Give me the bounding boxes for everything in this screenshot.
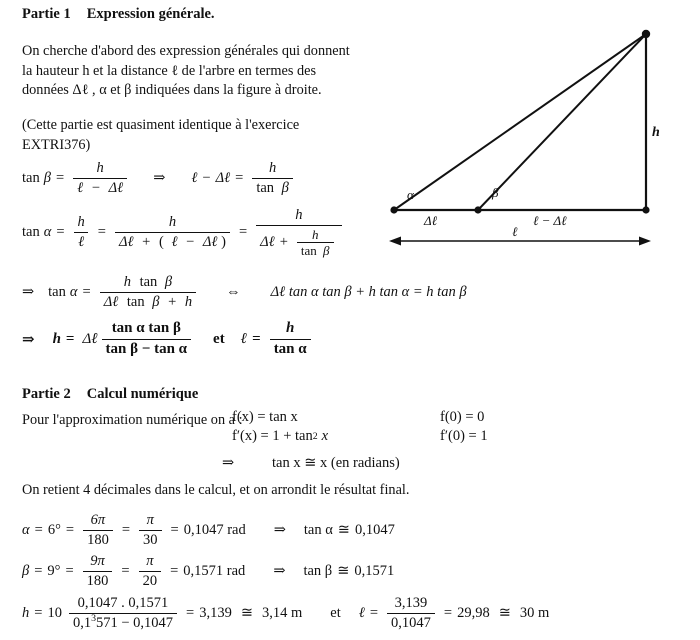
arrowhead-right (639, 237, 651, 246)
partie-2-heading (22, 386, 198, 403)
denominator-tan-beta (252, 178, 293, 197)
iff-arrow: ⇔ (226, 284, 241, 301)
fpx-variable: x (321, 428, 329, 444)
l-rounded: 30 m (519, 605, 550, 622)
partie-2-label: Partie 2 (22, 386, 71, 402)
equation-tan-beta (22, 160, 297, 197)
equals-1: = (34, 522, 43, 539)
implies-arrow: ⇒ (153, 170, 166, 187)
alpha-calculation-line (22, 512, 395, 549)
equation-combine (22, 274, 467, 311)
numerator-h-2: h (286, 320, 295, 336)
approx-sign-1: ≅ (240, 605, 254, 622)
tan-operator-2: tan (256, 180, 275, 197)
tan-alpha-value: 0,1047 (354, 522, 395, 539)
tan-operator: tan (22, 224, 40, 241)
delta-l-symbol: Δℓ (118, 234, 134, 251)
tan-alpha-label: tan α (303, 522, 333, 539)
derivative-value-fp0: f′(0) = 1 (440, 428, 488, 444)
fraction-h-over-nested (256, 207, 341, 259)
tan-small-angle-approximation: tan x ≅ x (en radians) (272, 455, 400, 471)
equation-tan-alpha (22, 207, 346, 259)
tan-operator: tan (48, 284, 66, 301)
numerator-3139: 3,139 (394, 595, 428, 611)
fraction-6pi-over-180 (83, 512, 113, 549)
beta-radian-value: 0,1571 rad (183, 563, 246, 580)
l-symbol: ℓ (171, 234, 178, 251)
paren-close: ) (221, 234, 226, 251)
h-result: 3,139 (199, 605, 232, 622)
denominator-180: 180 (83, 530, 113, 549)
equals-2: = (65, 563, 74, 580)
arrowhead-left (389, 237, 401, 246)
partie-1-title: Expression générale. (86, 6, 215, 22)
implies-arrow: ⇒ (22, 284, 35, 301)
denominator-expanded (115, 232, 230, 251)
numerator-pi: π (146, 512, 154, 528)
h-symbol: h (22, 605, 30, 622)
equals-4: = (443, 605, 453, 622)
function-derivative-fpx: f′(x) = 1 + tan 2 x (232, 428, 329, 444)
numerator-h-tan-beta (120, 274, 176, 292)
equals-3: = (121, 563, 130, 580)
equals-4: = (170, 522, 179, 539)
figure-label-beta: β (492, 185, 499, 200)
multiplier-ten: 10 (47, 605, 62, 622)
implies-arrow: ⇒ (22, 331, 35, 348)
delta-l-symbol: Δℓ (103, 294, 119, 311)
equals-1: = (34, 605, 43, 622)
vertex-left-dot (390, 206, 397, 213)
l-symbol: ℓ (358, 605, 365, 622)
alpha-symbol: α (69, 284, 78, 301)
delta-l-rhs: Δℓ (215, 170, 231, 187)
denominator-tan-alpha: tan α (270, 339, 311, 359)
figure-label-delta-l: Δℓ (424, 213, 438, 228)
denominator-nested (256, 225, 341, 259)
et-conjunction: et (213, 330, 225, 347)
tan-operator-num: tan (139, 274, 158, 290)
beta-symbol-inner: β (323, 243, 330, 259)
vertex-apex-dot (642, 30, 650, 38)
equals-4: = (170, 563, 179, 580)
tan-beta-label: tan β (303, 563, 333, 580)
equals-sign-1: = (56, 224, 65, 241)
beta-symbol-num: β (164, 274, 173, 290)
equals-2: = (65, 522, 75, 539)
numerator-9pi: 9π (90, 553, 105, 569)
fraction-h-over-expanded (115, 214, 230, 251)
approx-sign: ≅ (337, 522, 350, 539)
plus-sign-2: + (279, 234, 288, 251)
numerator-tan-alpha-tan-beta: tan α tan β (111, 320, 181, 336)
partie-2-title: Calcul numérique (86, 386, 199, 402)
equals-sign-2: = (252, 330, 261, 347)
final-numeric-line (22, 595, 549, 632)
fraction-final-l (387, 595, 435, 632)
inner-denominator (297, 242, 334, 258)
h-rounded: 3,14 m (262, 605, 303, 622)
numerator-pi: π (146, 553, 154, 569)
beta-symbol: β (43, 170, 51, 187)
fraction-h-over-l-minus-dl (73, 160, 127, 197)
equals-sign-1: = (65, 330, 75, 347)
figure-label-l-minus-delta-l: ℓ − Δℓ (533, 213, 567, 228)
et-conjunction: et (330, 605, 341, 622)
beta-symbol: β (22, 563, 30, 580)
plus-sign: + (168, 294, 177, 311)
denominator (73, 178, 127, 197)
approx-sign: ≅ (337, 563, 350, 580)
delta-l-symbol-3: Δℓ (260, 234, 275, 251)
equals-1: = (34, 563, 43, 580)
den-suffix: 571 − 0,1047 (95, 615, 174, 632)
tan-operator-inner: tan (300, 243, 317, 259)
den-exponent: 3 (91, 613, 96, 625)
vertex-middle-dot (474, 206, 481, 213)
equals-sign-2: = (235, 170, 244, 187)
denominator-01047: 0,1047 (387, 613, 435, 632)
paren-open: ( (158, 234, 164, 251)
h-symbol: h (123, 274, 131, 290)
fraction-h-over-tan-beta (252, 160, 293, 197)
partie-1-note: (Cette partie est quasiment identique à l'exercice EXTRI376) (22, 117, 300, 153)
fraction-combine (100, 274, 196, 311)
denominator-difference (69, 613, 177, 632)
inner-numerator-h: h (311, 227, 319, 243)
fraction-pi-over-30 (139, 512, 162, 549)
l-result: 29,98 (457, 605, 490, 622)
approx-sign-2: ≅ (498, 605, 511, 622)
fraction-pi-over-20 (139, 553, 162, 590)
equation-final-result (22, 320, 315, 358)
implies-arrow-approx: ⇒ (222, 455, 235, 471)
function-value-f0: f(0) = 0 (440, 409, 485, 425)
plus-sign: + (142, 234, 151, 251)
numerator-h: h (77, 214, 85, 231)
beta-degrees: 9° (47, 563, 61, 580)
triangle-figure (375, 8, 695, 263)
beta-calculation-line (22, 553, 394, 590)
alpha-radian-value: 0,1047 rad (183, 522, 246, 539)
equals-sign: = (55, 170, 65, 187)
delta-l-symbol: Δℓ (82, 330, 98, 347)
equals-sign-2: = (97, 224, 106, 241)
equals-sign-3: = (238, 224, 248, 241)
figure-label-h: h (652, 125, 660, 140)
l-symbol-rhs: ℓ (191, 170, 198, 187)
denominator-20: 20 (139, 571, 162, 590)
numerator-h-2: h (168, 214, 177, 231)
combine-rhs-expression: Δℓ tan α tan β + h tan α = h tan β (270, 284, 467, 301)
tan-operator: tan (22, 170, 40, 187)
h-symbol: h (52, 330, 61, 347)
tan-operator-den: tan (126, 294, 145, 311)
beta-sight-line (478, 34, 646, 210)
l-symbol: ℓ (240, 330, 248, 347)
figure-label-l: ℓ (512, 224, 518, 239)
inner-fraction-h-over-tan-beta (297, 227, 334, 259)
numerator-6pi: 6π (90, 512, 106, 528)
delta-l-symbol: Δℓ (108, 180, 124, 197)
partie-1-intro-paragraph: On cherche d'abord des expression générales qui donnent la hauteur h et la distance ℓ de l'arbre en termes des données Δℓ , α et β indiquées dans la figure à droite. (22, 43, 350, 98)
equals-3: = (121, 522, 130, 539)
equals-sign: = (82, 284, 91, 301)
partie-1-label: Partie 1 (22, 6, 71, 22)
implies-arrow: ⇒ (273, 563, 286, 580)
denominator-30: 30 (139, 530, 162, 549)
minus-sign: − (91, 180, 100, 197)
alpha-sight-line (394, 34, 646, 210)
minus-sign: − (186, 234, 195, 251)
fraction-9pi-over-180 (83, 553, 113, 590)
numerator-h-2: h (268, 160, 277, 176)
delta-l-symbol-2: Δℓ (202, 234, 218, 251)
minus-sign-rhs: − (202, 170, 211, 187)
vertex-right-dot (642, 206, 649, 213)
alpha-symbol: α (22, 522, 30, 539)
denominator-combine (100, 292, 196, 311)
equals-2: = (186, 605, 195, 622)
approximation-lead-text: Pour l'approximation numérique on a : (22, 412, 243, 428)
tan-beta-value: 0,1571 (354, 563, 395, 580)
alpha-symbol: α (43, 224, 52, 241)
partie-1-heading (22, 6, 215, 23)
denominator-l: ℓ (74, 232, 88, 251)
denominator-tan-beta-minus-tan-alpha: tan β − tan α (102, 339, 192, 359)
numerator-h: h (96, 160, 104, 176)
den-prefix: 0,1 (72, 615, 92, 632)
fraction-result-l (270, 320, 311, 358)
numerator-h-3: h (295, 207, 303, 223)
alpha-degrees: 6° (47, 522, 61, 539)
implies-arrow: ⇒ (273, 522, 286, 539)
fraction-result-h (102, 320, 192, 358)
fraction-h-over-l (74, 214, 89, 251)
denominator-180: 180 (83, 571, 113, 590)
rounding-note: On retient 4 décimales dans le calcul, et on arrondit le résultat final. (22, 482, 410, 498)
beta-symbol-2: β (281, 180, 289, 197)
fraction-final-h (69, 595, 177, 632)
fpx-prefix: f′(x) = 1 + tan (232, 428, 313, 444)
function-definition-fx: f(x) = tan x (232, 409, 298, 425)
l-symbol: ℓ (77, 180, 84, 197)
numerator-product: 0,1047 . 0,1571 (77, 595, 169, 611)
h-symbol-den: h (184, 294, 193, 311)
equals-3: = (369, 605, 378, 622)
figure-label-alpha: α (407, 187, 414, 202)
beta-symbol-den: β (152, 294, 160, 311)
